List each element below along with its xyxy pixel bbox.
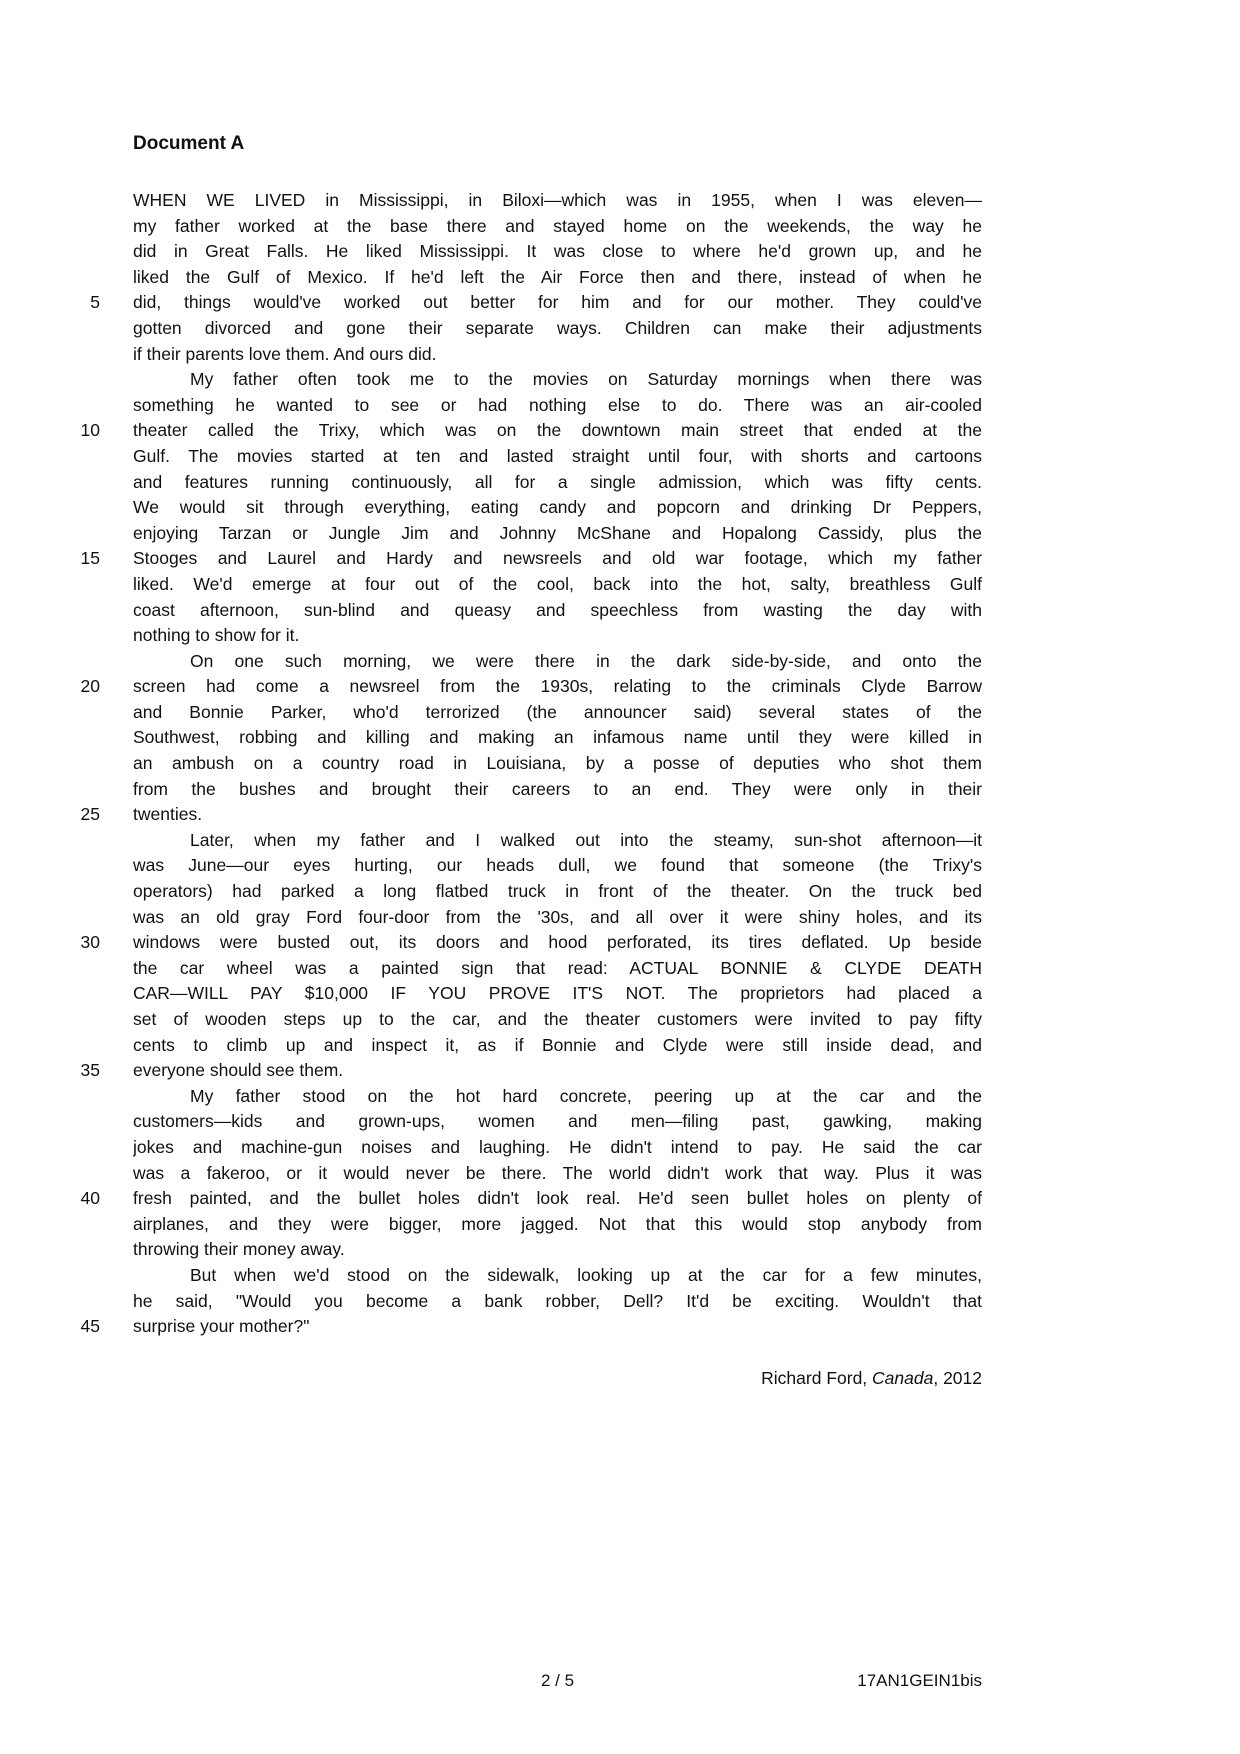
line-text: We would sit through everything, eating candy and popcorn and drinking Dr Peppers, [133, 497, 982, 518]
text-line [78, 879, 982, 905]
line-text: my father worked at the base there and stayed home on the weekends, the way he [133, 215, 982, 236]
line-number: 20 [80, 676, 100, 697]
page-number: 2 / 5 [540, 1671, 575, 1690]
line-text: My father stood on the hot hard concrete, peering up at the car and the [190, 1085, 982, 1106]
text-line [78, 674, 982, 700]
attribution-work-title: Canada [872, 1368, 934, 1388]
text-line [78, 342, 982, 368]
text-line [78, 905, 982, 931]
line-number [78, 649, 100, 675]
line-number [78, 879, 100, 905]
attribution-year: , 2012 [933, 1368, 982, 1388]
document-title: Document A [133, 133, 245, 154]
line-text: operators) had parked a long flatbed truck in front of the theater. On the truck bed [133, 881, 982, 902]
line-text: was an old gray Ford four-door from the '30s, and all over it were shiny holes, and its [133, 906, 982, 927]
line-text: windows were busted out, its doors and hood perforated, its tires deflated. Up beside [133, 932, 982, 953]
line-number: 40 [80, 1188, 100, 1209]
text-line [78, 777, 982, 803]
line-text: coast afternoon, sun-blind and queasy and speechless from wasting the day with [133, 599, 982, 620]
line-text: cents to climb up and inspect it, as if Bonnie and Clyde were still inside dead, and [133, 1034, 982, 1055]
text-line [78, 700, 982, 726]
line-text: if their parents love them. And ours did. [133, 343, 437, 364]
text-line [78, 853, 982, 879]
line-number [78, 572, 100, 598]
text-line [78, 1237, 982, 1263]
line-number: 10 [80, 420, 100, 441]
line-number [78, 1007, 100, 1033]
line-text: was June—our eyes hurting, our heads dull, we found that someone (the Trixy's [133, 855, 982, 876]
line-number: 35 [80, 1060, 100, 1081]
line-text: airplanes, and they were bigger, more jagged. Not that this would stop anybody from [133, 1213, 982, 1234]
line-number [78, 981, 100, 1007]
line-number [78, 1237, 100, 1263]
line-text: theater called the Trixy, which was on the downtown main street that ended at the [133, 420, 982, 441]
text-line [78, 367, 982, 393]
line-number [78, 598, 100, 624]
line-text: But when we'd stood on the sidewalk, looking up at the car for a few minutes, [190, 1264, 982, 1285]
text-line [78, 1007, 982, 1033]
line-text: My father often took me to the movies on Saturday mornings when there was [190, 369, 982, 390]
text-line [78, 1109, 982, 1135]
text-line [78, 981, 982, 1007]
line-number [78, 495, 100, 521]
text-line [78, 930, 982, 956]
text-line [78, 1289, 982, 1315]
line-number: 25 [80, 804, 100, 825]
line-text: did, things would've worked out better for him and for our mother. They could've [133, 292, 982, 313]
line-number [78, 367, 100, 393]
line-text: CAR—WILL PAY $10,000 IF YOU PROVE IT'S NOT. The proprietors had placed a [133, 983, 982, 1004]
line-number [78, 214, 100, 240]
line-text: Later, when my father and I walked out into the steamy, sun-shot afternoon—it [190, 829, 982, 850]
text-line [78, 418, 982, 444]
text-line [78, 828, 982, 854]
line-number [78, 905, 100, 931]
text-line [78, 1186, 982, 1212]
text-line [78, 623, 982, 649]
line-text: something he wanted to see or had nothing else to do. There was an air-cooled [133, 394, 982, 415]
line-text: he said, "Would you become a bank robber, Dell? It'd be exciting. Wouldn't that [133, 1290, 982, 1311]
line-text: On one such morning, we were there in the dark side-by-side, and onto the [190, 650, 982, 671]
text-line [78, 1212, 982, 1238]
line-text: throwing their money away. [133, 1239, 345, 1260]
text-line [78, 649, 982, 675]
line-number [78, 239, 100, 265]
attribution-author: Richard Ford, [761, 1368, 873, 1388]
line-text: was a fakeroo, or it would never be there. The world didn't work that way. Plus it was [133, 1162, 982, 1183]
line-text: from the bushes and brought their careers to an end. They were only in their [133, 778, 982, 799]
document-reference: 17AN1GEIN1bis [857, 1671, 982, 1690]
line-text: Southwest, robbing and killing and making an infamous name until they were killed in [133, 727, 982, 748]
line-number [78, 777, 100, 803]
line-number [78, 1033, 100, 1059]
line-text: customers—kids and grown-ups, women and men—filing past, gawking, making [133, 1111, 982, 1132]
line-text: surprise your mother?" [133, 1316, 310, 1337]
line-text: Gulf. The movies started at ten and lasted straight until four, with shorts and cartoons [133, 445, 982, 466]
text-line [78, 470, 982, 496]
text-line [78, 751, 982, 777]
line-text: WHEN WE LIVED in Mississippi, in Biloxi—which was in 1955, when I was eleven— [133, 190, 982, 210]
text-line [78, 239, 982, 265]
line-number [78, 623, 100, 649]
line-text: and features running continuously, all for a single admission, which was fifty cents. [133, 471, 982, 492]
line-text: the car wheel was a painted sign that read: ACTUAL BONNIE & CLYDE DEATH [133, 957, 982, 978]
line-number [78, 725, 100, 751]
text-line [78, 598, 982, 624]
line-number [78, 1084, 100, 1110]
text-line [78, 495, 982, 521]
text-line [78, 572, 982, 598]
text-line [78, 802, 982, 828]
text-line [78, 1161, 982, 1187]
text-line [78, 1033, 982, 1059]
text-line [78, 1084, 982, 1110]
line-text: fresh painted, and the bullet holes didn't look real. He'd seen bullet holes on plenty of [133, 1188, 982, 1209]
line-text: liked the Gulf of Mexico. If he'd left the Air Force then and there, instead of when he [133, 266, 982, 287]
line-number [78, 1289, 100, 1315]
line-number [78, 1135, 100, 1161]
line-text: Stooges and Laurel and Hardy and newsreels and old war footage, which my father [133, 548, 982, 569]
line-text: nothing to show for it. [133, 625, 300, 646]
line-number [78, 342, 100, 368]
line-number [78, 265, 100, 291]
text-line [78, 290, 982, 316]
text-line [78, 956, 982, 982]
line-number [78, 956, 100, 982]
line-number [78, 1109, 100, 1135]
line-number: 30 [80, 932, 100, 953]
line-text: gotten divorced and gone their separate ways. Children can make their adjustments [133, 317, 982, 338]
line-number [78, 316, 100, 342]
text-line [78, 725, 982, 751]
line-number [78, 188, 100, 214]
attribution [133, 1368, 982, 1389]
line-text: an ambush on a country road in Louisiana, by a posse of deputies who shot them [133, 753, 982, 774]
text-line [78, 393, 982, 419]
text-block [78, 188, 982, 1340]
line-number [78, 700, 100, 726]
line-text: jokes and machine-gun noises and laughing. He didn't intend to pay. He said the car [133, 1136, 982, 1157]
line-number [78, 751, 100, 777]
text-line [78, 188, 982, 214]
text-line [78, 546, 982, 572]
line-text: set of wooden steps up to the car, and the theater customers were invited to pay fifty [133, 1009, 982, 1029]
line-number [78, 853, 100, 879]
line-number: 15 [80, 548, 100, 569]
line-text: did in Great Falls. He liked Mississippi. It was close to where he'd grown up, and he [133, 241, 982, 262]
line-number: 5 [90, 292, 100, 313]
line-number [78, 1161, 100, 1187]
text-line [78, 444, 982, 470]
page-footer [133, 1671, 982, 1693]
line-number [78, 828, 100, 854]
line-number [78, 1212, 100, 1238]
line-number [78, 393, 100, 419]
text-line [78, 1135, 982, 1161]
line-text: twenties. [133, 804, 203, 825]
line-number [78, 1263, 100, 1289]
line-text: enjoying Tarzan or Jungle Jim and Johnny McShane and Hopalong Cassidy, plus the [133, 522, 982, 543]
line-number: 45 [80, 1316, 100, 1337]
text-line [78, 1314, 982, 1340]
text-line [78, 1263, 982, 1289]
text-line [78, 316, 982, 342]
line-text: liked. We'd emerge at four out of the cool, back into the hot, salty, breathless Gulf [133, 573, 982, 594]
line-number [78, 470, 100, 496]
text-line [78, 1058, 982, 1084]
text-line [78, 521, 982, 547]
line-number [78, 444, 100, 470]
text-line [78, 214, 982, 240]
text-line [78, 265, 982, 291]
line-text: and Bonnie Parker, who'd terrorized (the announcer said) several states of the [133, 701, 982, 722]
line-text: screen had come a newsreel from the 1930s, relating to the criminals Clyde Barrow [133, 676, 982, 697]
line-text: everyone should see them. [133, 1060, 344, 1081]
line-number [78, 521, 100, 547]
